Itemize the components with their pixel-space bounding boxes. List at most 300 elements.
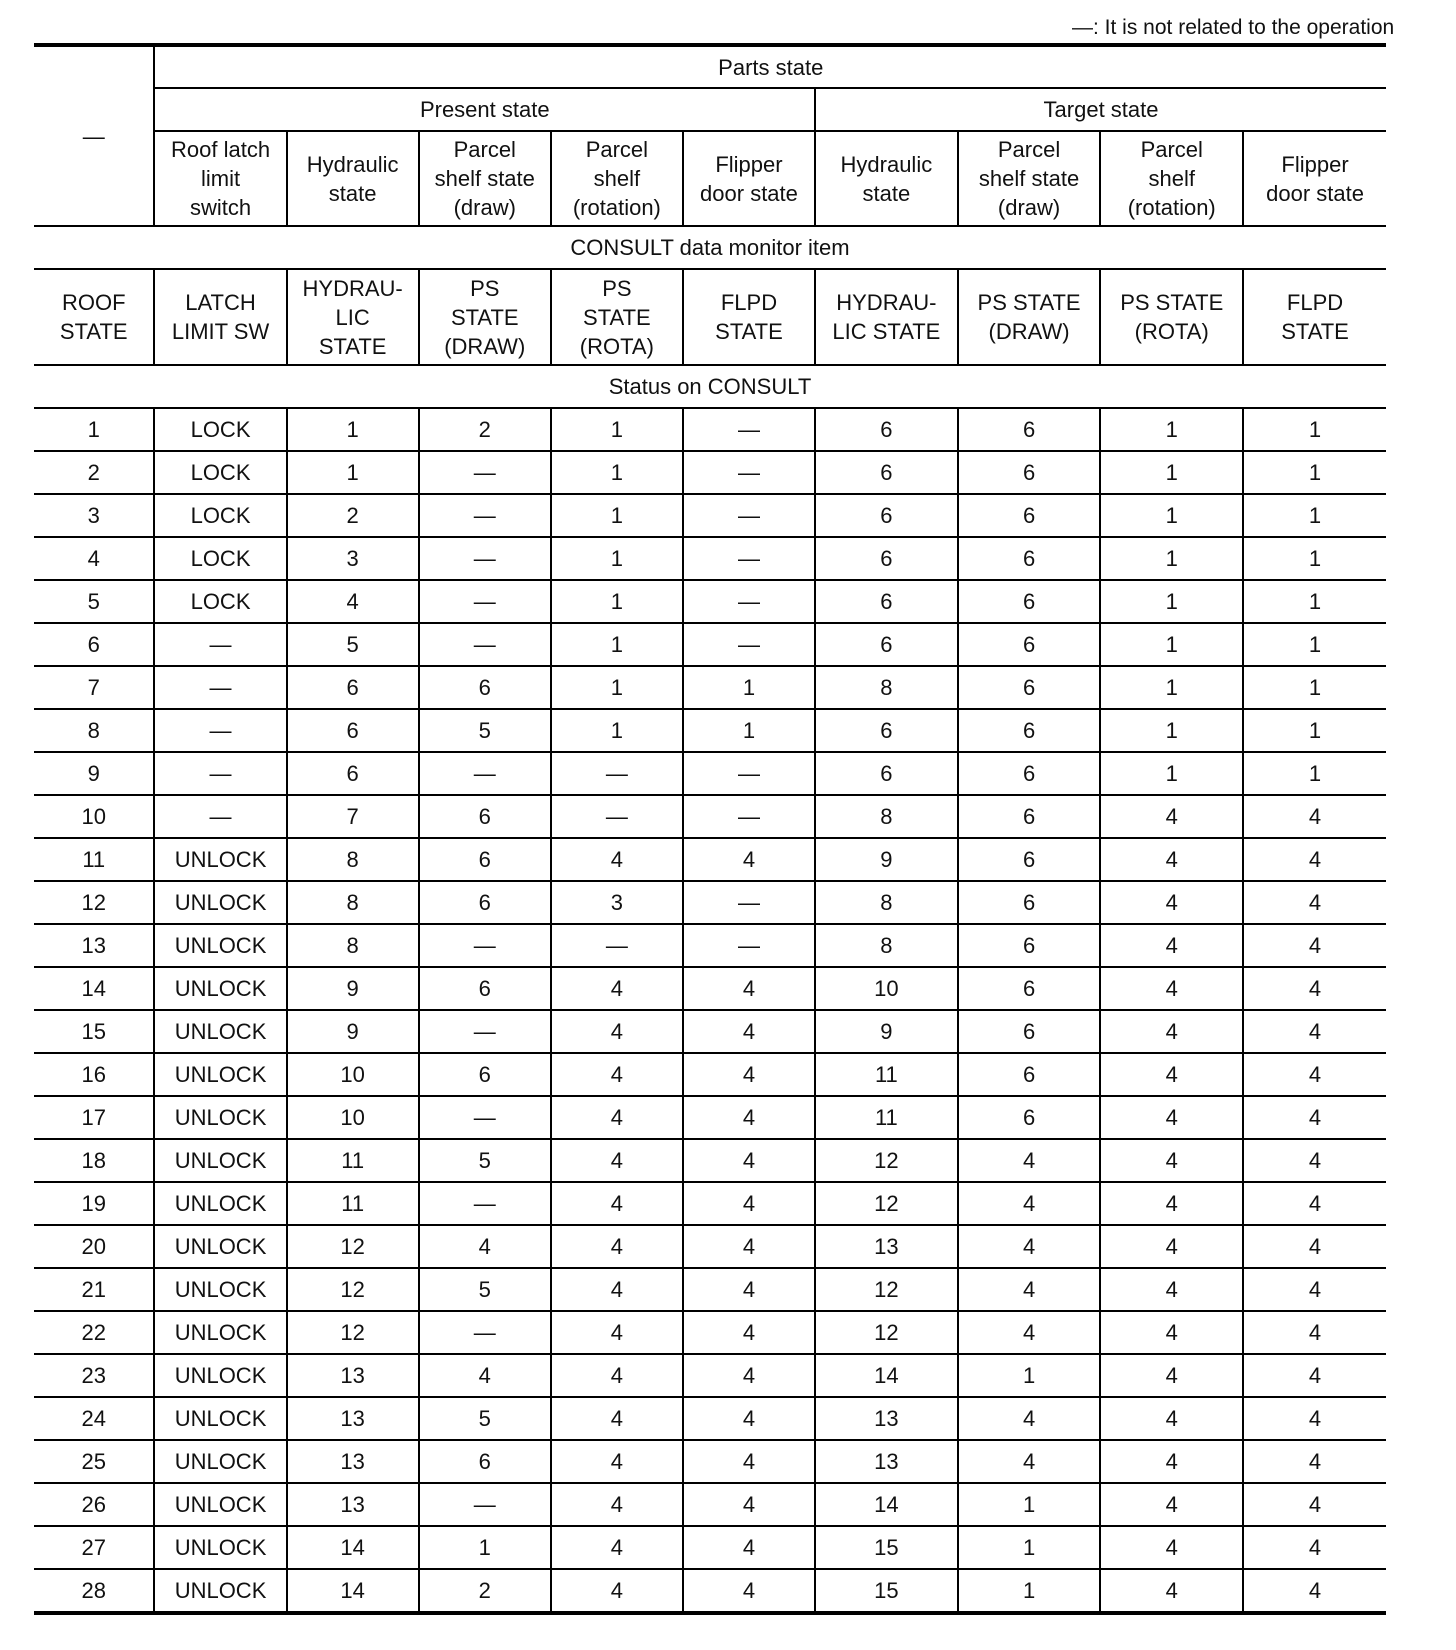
table-cell: 1 [958,1526,1101,1569]
table-row [34,1225,1386,1268]
table-cell: 5 [419,1397,551,1440]
table-cell: 1 [551,666,683,709]
table-cell: — [419,623,551,666]
table-cell: 9 [287,1010,419,1053]
table-cell: — [154,623,286,666]
table-cell: — [419,924,551,967]
table-cell: UNLOCK [154,1397,286,1440]
present-state-heading: Present state [154,88,815,131]
header-line: Hydraulic [306,151,399,177]
table-cell: LOCK [154,580,286,623]
target-state-heading: Target state [815,88,1386,131]
table-cell: 8 [815,881,958,924]
status-row [34,365,1386,408]
consult-column-header [958,269,1101,365]
table-cell: LOCK [154,408,286,451]
table-cell: 15 [815,1526,958,1569]
table-cell: 12 [815,1268,958,1311]
header-line: shelf state [978,166,1080,191]
table-cell: 4 [1100,967,1243,1010]
table-cell: 4 [683,1139,815,1182]
header-line: (DRAW) [988,319,1070,344]
table-cell: 9 [815,838,958,881]
table-cell: — [419,494,551,537]
table-cell: 15 [815,1569,958,1613]
table-row [34,1397,1386,1440]
table-cell: 4 [683,1440,815,1483]
table-cell: 6 [958,881,1101,924]
table-cell: 5 [419,1139,551,1182]
table-cell: 1 [1243,494,1386,537]
header-line: LIMIT SW [171,319,270,344]
table-cell: 4 [1100,1139,1243,1182]
table-cell: 4 [683,1010,815,1053]
part-column-header [551,131,683,226]
table-cell: 4 [551,967,683,1010]
table-cell: UNLOCK [154,1053,286,1096]
table-cell: 1 [1243,580,1386,623]
table-cell: 4 [1100,1010,1243,1053]
consult-column-header [683,269,815,365]
table-cell: 4 [958,1440,1101,1483]
table-row [34,881,1386,924]
part-column-header [958,131,1101,226]
table-cell: 1 [1100,408,1243,451]
table-cell: 4 [1243,1139,1386,1182]
consult-item-heading: CONSULT data monitor item [34,226,1386,269]
table-cell: 13 [287,1354,419,1397]
table-cell: 4 [551,1397,683,1440]
table-cell: 4 [683,1053,815,1096]
table-cell: 13 [815,1225,958,1268]
table-row [34,451,1386,494]
table-cell: 4 [287,580,419,623]
table-cell: 2 [419,408,551,451]
table-cell: — [154,666,286,709]
table-cell: 1 [1243,709,1386,752]
table-cell: 19 [34,1182,154,1225]
table-cell: UNLOCK [154,1526,286,1569]
table-cell: 2 [419,1569,551,1613]
table-cell: 1 [1100,752,1243,795]
table-cell: 12 [287,1225,419,1268]
part-column-header [154,131,286,226]
table-cell: 4 [683,1182,815,1225]
table-cell: 6 [958,451,1101,494]
table-cell: 6 [958,795,1101,838]
table-cell: — [683,623,815,666]
table-cell: 4 [1100,795,1243,838]
table-cell: — [154,709,286,752]
header-line: Flipper [1281,151,1349,177]
table-cell: 8 [287,838,419,881]
consult-column-header [419,269,551,365]
table-cell: 8 [287,924,419,967]
table-row [34,1354,1386,1397]
header-line: Parcel [997,137,1061,162]
header-line: LATCH [185,290,256,315]
table-cell: — [154,752,286,795]
table-cell: 4 [958,1139,1101,1182]
header-line: (DRAW) [444,333,526,359]
table-cell: 4 [551,1182,683,1225]
table-cell: 25 [34,1440,154,1483]
part-column-header [419,131,551,226]
table-cell: 4 [683,1225,815,1268]
table-cell: 4 [683,1268,815,1311]
table-row [34,1483,1386,1526]
table-cell: 4 [1100,1397,1243,1440]
table-cell: 3 [34,494,154,537]
table-cell: 4 [1243,838,1386,881]
table-cell: 17 [34,1096,154,1139]
table-cell: 7 [34,666,154,709]
part-column-header [1100,131,1243,226]
consult-column-header [1100,269,1243,365]
header-line: Roof latch [171,137,271,162]
table-cell: 4 [1243,1268,1386,1311]
table-cell: 4 [551,1268,683,1311]
table-cell: 23 [34,1354,154,1397]
table-cell: 24 [34,1397,154,1440]
table-cell: 11 [287,1182,419,1225]
header-line: LIC STATE [832,319,941,344]
header-line: (rotation) [1127,195,1216,220]
table-cell: 4 [1100,924,1243,967]
table-cell: 8 [815,924,958,967]
table-cell: 14 [815,1354,958,1397]
table-cell: 9 [34,752,154,795]
table-cell: 10 [815,967,958,1010]
table-cell: UNLOCK [154,1182,286,1225]
table-cell: — [419,1010,551,1053]
table-cell: 9 [815,1010,958,1053]
table-cell: 1 [1243,451,1386,494]
table-cell: 3 [551,881,683,924]
header-line: Parcel [453,137,516,162]
header-line: shelf state [434,166,535,191]
table-cell: 4 [958,1268,1101,1311]
table-row [34,666,1386,709]
table-cell: — [419,1311,551,1354]
table-row [34,1268,1386,1311]
table-cell: 6 [815,408,958,451]
table-cell: UNLOCK [154,838,286,881]
table-cell: 4 [683,1526,815,1569]
table-cell: 4 [1100,1440,1243,1483]
table-cell: — [683,537,815,580]
table-cell: 6 [419,795,551,838]
table-cell: 10 [34,795,154,838]
header-line: STATE [450,304,519,330]
table-cell: 4 [1243,1311,1386,1354]
table-cell: 20 [34,1225,154,1268]
header-line: Flipper [715,151,783,177]
header-line: STATE [1281,319,1349,344]
header-line: STATE [59,319,128,344]
table-cell: — [683,924,815,967]
table-cell: — [419,1483,551,1526]
table-row [34,1440,1386,1483]
legend-note: —: It is not related to the operation [1072,16,1395,39]
table-cell: 4 [958,1311,1101,1354]
header-row-state-groups [34,88,1386,131]
table-cell: 4 [551,1440,683,1483]
table-cell: 11 [287,1139,419,1182]
table-cell: 1 [683,709,815,752]
table-cell: 28 [34,1569,154,1613]
table-cell: UNLOCK [154,1483,286,1526]
table-cell: 1 [551,537,683,580]
table-cell: 1 [1100,709,1243,752]
table-cell: 4 [1243,1096,1386,1139]
table-row [34,623,1386,666]
header-line: shelf [593,166,641,191]
table-cell: UNLOCK [154,1225,286,1268]
table-cell: 1 [551,709,683,752]
table-cell: 4 [34,537,154,580]
table-cell: 4 [551,1483,683,1526]
table-cell: 4 [1243,967,1386,1010]
table-cell: 1 [419,1526,551,1569]
table-cell: 6 [958,623,1101,666]
header-line: door state [700,180,798,206]
status-heading: Status on CONSULT [34,365,1386,408]
consult-column-header [287,269,419,365]
consult-column-header [34,269,154,365]
table-cell: 5 [419,1268,551,1311]
table-cell: 13 [287,1440,419,1483]
table-cell: 5 [34,580,154,623]
table-cell: UNLOCK [154,881,286,924]
table-cell: 6 [958,752,1101,795]
table-row [34,924,1386,967]
table-cell: 6 [287,709,419,752]
table-row [34,1139,1386,1182]
table-cell: 5 [419,709,551,752]
table-cell: 7 [287,795,419,838]
table-cell: UNLOCK [154,967,286,1010]
table-cell: 4 [551,1225,683,1268]
header-line: STATE [318,333,387,359]
table-cell: — [683,408,815,451]
table-cell: UNLOCK [154,1268,286,1311]
header-line: limit [200,166,241,191]
table-cell: 4 [1100,1526,1243,1569]
table-cell: 1 [683,666,815,709]
table-cell: 4 [958,1182,1101,1225]
table-row [34,494,1386,537]
table-cell: 4 [551,1569,683,1613]
table-cell: 6 [958,967,1101,1010]
table-cell: 26 [34,1483,154,1526]
table-cell: 4 [1243,1397,1386,1440]
table-cell: 6 [419,666,551,709]
table-cell: 12 [815,1182,958,1225]
table-cell: 13 [287,1483,419,1526]
header-line: PS [470,275,500,301]
table-cell: 4 [1100,1354,1243,1397]
table-cell: 6 [958,666,1101,709]
table-cell: 4 [1243,795,1386,838]
table-cell: 4 [1100,881,1243,924]
table-cell: 6 [419,1440,551,1483]
table-cell: LOCK [154,537,286,580]
table-cell: 6 [815,537,958,580]
table-cell: 6 [419,881,551,924]
header-line: HYDRAU- [302,275,403,301]
table-cell: 11 [815,1096,958,1139]
part-column-header [1243,131,1386,226]
table-cell: 6 [419,967,551,1010]
table-cell: 10 [287,1053,419,1096]
part-column-header [287,131,419,226]
table-cell: 6 [958,580,1101,623]
table-cell: 14 [815,1483,958,1526]
table-cell: 9 [287,967,419,1010]
consult-column-header [815,269,958,365]
table-row [34,1569,1386,1613]
table-cell: 12 [815,1311,958,1354]
table-cell: 12 [287,1268,419,1311]
table-cell: 11 [34,838,154,881]
table-cell: 1 [958,1483,1101,1526]
table-cell: UNLOCK [154,924,286,967]
table-cell: 11 [815,1053,958,1096]
table-cell: 4 [551,1354,683,1397]
table-cell: — [419,1096,551,1139]
table-cell: 4 [551,838,683,881]
table-row [34,1010,1386,1053]
consult-item-row [34,226,1386,269]
table-row [34,709,1386,752]
table-cell: 6 [958,537,1101,580]
table-cell: 12 [34,881,154,924]
table-cell: — [683,752,815,795]
header-row-parts [34,45,1386,88]
table-cell: UNLOCK [154,1010,286,1053]
table-cell: 1 [1243,623,1386,666]
table-row [34,1053,1386,1096]
header-line: (ROTA) [1134,319,1209,344]
table-cell: 4 [958,1397,1101,1440]
table-cell: 13 [815,1440,958,1483]
table-row [34,1096,1386,1139]
table-cell: 2 [34,451,154,494]
table-cell: 6 [958,924,1101,967]
table-cell: — [419,752,551,795]
table-row [34,1311,1386,1354]
table-cell: 4 [551,1311,683,1354]
header-row-consult-columns [34,269,1386,365]
table-cell: 6 [958,1096,1101,1139]
table-cell: 6 [287,752,419,795]
table-cell: — [551,924,683,967]
table-cell: 1 [287,408,419,451]
table-cell: — [419,1182,551,1225]
header-line: FLPD [720,290,778,315]
table-cell: 4 [1100,1268,1243,1311]
table-cell: 4 [1243,924,1386,967]
table-cell: 1 [1243,666,1386,709]
table-cell: 1 [1100,580,1243,623]
table-cell: 4 [683,1483,815,1526]
table-cell: 27 [34,1526,154,1569]
table-cell: 14 [287,1569,419,1613]
table-cell: UNLOCK [154,1096,286,1139]
table-cell: 4 [1243,1053,1386,1096]
table-cell: 6 [815,494,958,537]
table-cell: LOCK [154,494,286,537]
header-line: STATE [715,319,783,344]
table-cell: 6 [815,623,958,666]
corner-cell: — [34,45,154,226]
table-cell: 6 [958,1053,1101,1096]
table-cell: — [419,451,551,494]
table-cell: 13 [287,1397,419,1440]
header-line: (draw) [453,195,516,220]
part-column-header [815,131,958,226]
table-cell: 1 [287,451,419,494]
header-line: state [862,180,911,206]
table-cell: 8 [815,795,958,838]
part-column-header [683,131,815,226]
table-cell: 21 [34,1268,154,1311]
table-cell: 4 [683,1569,815,1613]
table-cell: 4 [1243,1440,1386,1483]
table-cell: 4 [958,1225,1101,1268]
header-line: ROOF [61,290,126,315]
table-cell: 4 [683,1311,815,1354]
table-cell: 14 [287,1526,419,1569]
header-line: state [328,180,377,206]
table-cell: 4 [1100,1311,1243,1354]
table-cell: 6 [958,1010,1101,1053]
table-cell: 6 [815,451,958,494]
table-cell: 13 [815,1397,958,1440]
header-line: (ROTA) [579,333,654,359]
table-cell: 12 [287,1311,419,1354]
table-row [34,537,1386,580]
table-cell: UNLOCK [154,1569,286,1613]
table-cell: — [419,580,551,623]
table-cell: 4 [1100,1483,1243,1526]
table-cell: 1 [1243,408,1386,451]
table-cell: 4 [1243,1354,1386,1397]
header-line: Hydraulic [840,151,933,177]
table-cell: 6 [419,838,551,881]
table-row [34,838,1386,881]
table-cell: 1 [1100,494,1243,537]
consult-column-header [551,269,683,365]
table-cell: 5 [287,623,419,666]
header-line: PS STATE [977,290,1081,315]
header-line: PS STATE [1120,290,1224,315]
table-cell: — [683,494,815,537]
table-cell: 4 [683,967,815,1010]
consult-column-header [1243,269,1386,365]
table-cell: UNLOCK [154,1311,286,1354]
table-cell: 4 [1243,1182,1386,1225]
table-cell: LOCK [154,451,286,494]
table-cell: 18 [34,1139,154,1182]
header-line: door state [1266,180,1364,206]
table-cell: 6 [419,1053,551,1096]
table-cell: 1 [1243,537,1386,580]
header-line: HYDRAU- [836,290,937,315]
table-cell: 4 [551,1096,683,1139]
table-cell: UNLOCK [154,1354,286,1397]
